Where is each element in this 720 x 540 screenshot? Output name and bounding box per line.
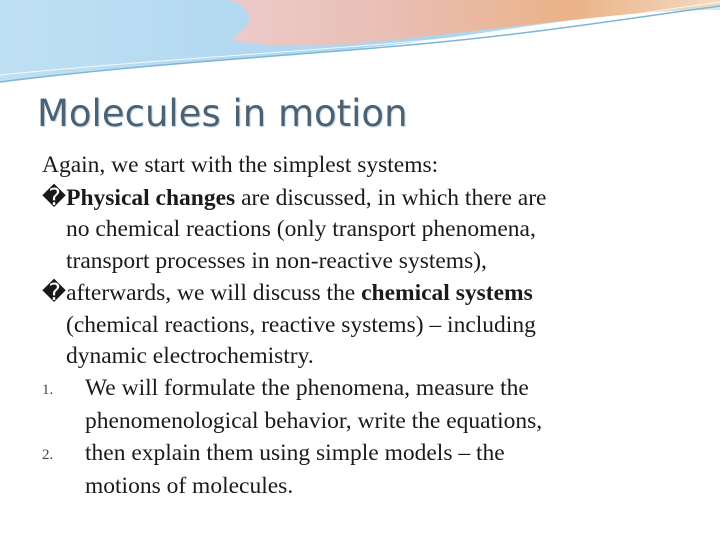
- numbered-item-1: [42, 373, 702, 407]
- bullet-2-cont-2: dynamic electrochemistry.: [66, 343, 314, 369]
- bullet-glyph-icon: �: [42, 278, 67, 306]
- bullet-2-bold: chemical systems: [361, 280, 533, 306]
- bullet-item-1: [42, 182, 702, 215]
- bullet-1-bold: Physical changes: [66, 184, 236, 211]
- bullet-item-2: [42, 277, 702, 310]
- list-number: 1.: [42, 381, 54, 398]
- bullet-glyph-icon: �: [42, 182, 67, 211]
- bullet-1-cont-2: transport processes in non-reactive systems),: [66, 247, 487, 274]
- list-number: 2.: [42, 446, 54, 463]
- bullet-1-text: are discussed, in which there are: [235, 184, 547, 211]
- bullet-2-text: afterwards, we will discuss the: [66, 280, 362, 306]
- header-wave-decoration: [0, 0, 720, 90]
- numbered-item-2-line-1: then explain them using simple models – the: [85, 439, 505, 466]
- numbered-item-1-line-1: We will formulate the phenomena, measure the: [85, 374, 529, 401]
- bullet-1-cont-1: no chemical reactions (only transport phenomena,: [66, 216, 536, 242]
- slide-body: [42, 150, 702, 503]
- intro-text: Again, we start with the simplest systems:: [42, 152, 439, 178]
- slide-title: Molecules in motion: [37, 92, 408, 135]
- numbered-item-2-line-2: motions of molecules.: [85, 473, 294, 499]
- numbered-item-2: [42, 438, 702, 472]
- numbered-item-1-line-2: phenomenological behavior, write the equations,: [85, 408, 543, 434]
- bullet-2-cont-1: (chemical reactions, reactive systems) – including: [66, 311, 536, 338]
